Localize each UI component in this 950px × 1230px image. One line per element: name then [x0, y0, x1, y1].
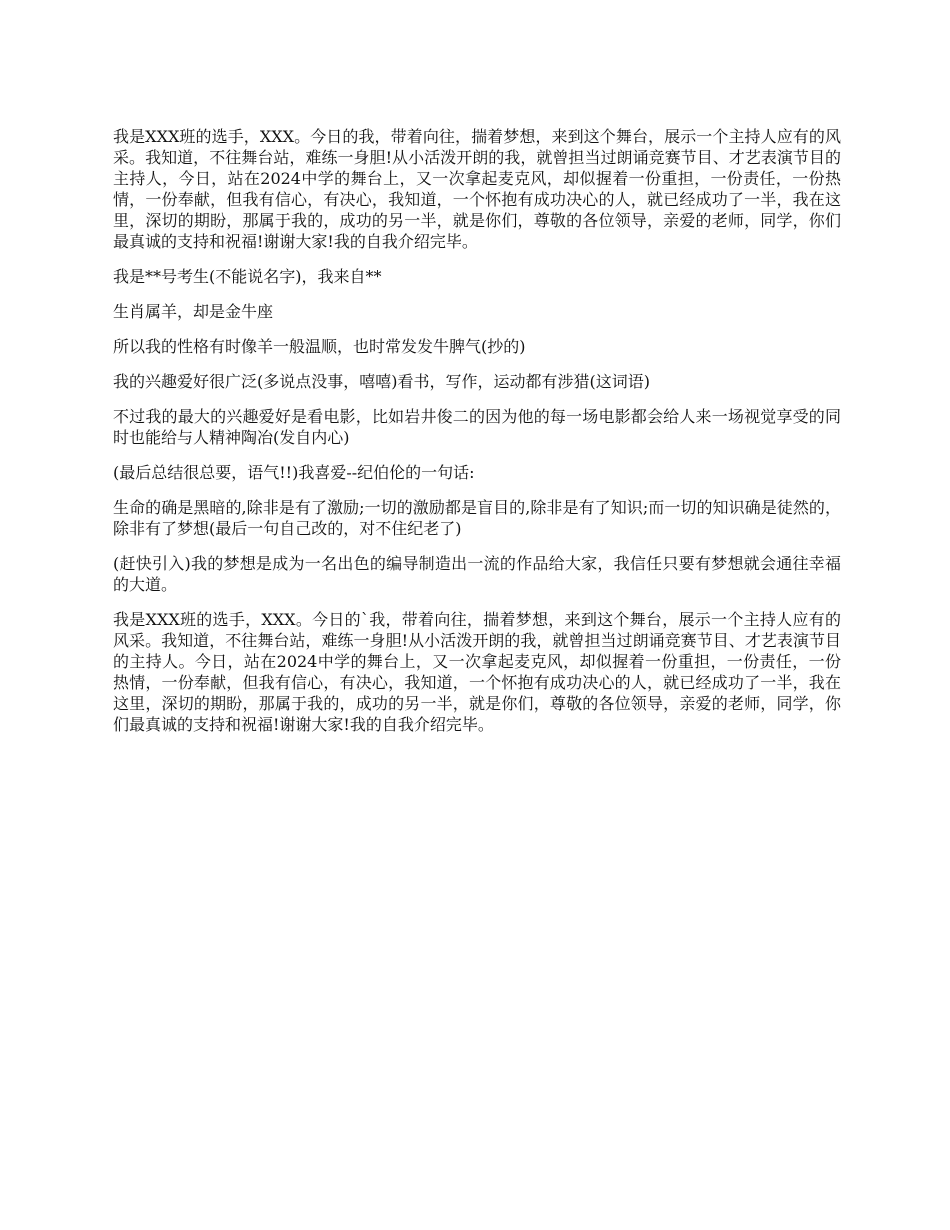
- document-body: [113, 126, 841, 749]
- paragraph-hobbies: 我的兴趣爱好很广泛(多说点没事，嘻嘻)看书，写作，运动都有涉猎(这词语): [113, 372, 650, 391]
- paragraph-zodiac: 生肖属羊，却是金牛座: [113, 302, 274, 321]
- paragraph-intro-host: 我是XXX班的选手，XXX。今日的我，带着向往，揣着梦想，来到这个舞台，展示一个主持人应有的风采。我知道，不往舞台站，难练一身胆!从小活泼开朗的我，就曾担当过朗诵竞赛节目、才艺表演节目的主持人，今日，站在2024中学的舞台上，又一次拿起麦克风，却似握着一份重担，一份责任，一份热情，一份奉献，但我有信心，有决心，我知道，一个怀抱有成功决心的人，就已经成功了一半，我在这里，深切的期盼，那属于我的，成功的另一半，就是你们，尊敬的各位领导，亲爱的老师，同学，你们最真诚的支持和祝福!谢谢大家!我的自我介绍完毕。: [113, 127, 841, 251]
- paragraph-quote: 生命的确是黑暗的,除非是有了激励;一切的激励都是盲目的,除非是有了知识;而一切的知识确是徒然的，除非有了梦想(最后一句自己改的，对不住纪老了): [113, 498, 841, 538]
- paragraph-dream: (赶快引入)我的梦想是成为一名出色的编导制造出一流的作品给大家，我信任只要有梦想就会通往幸福的大道。: [113, 554, 841, 594]
- paragraph-intro-host-repeat: 我是XXX班的选手，XXX。今日的`我，带着向往，揣着梦想，来到这个舞台，展示一个主持人应有的风采。我知道，不往舞台站，难练一身胆!从小活泼开朗的我，就曾担当过朗诵竞赛节目、才艺表演节目的主持人。今日，站在2024中学的舞台上，又一次拿起麦克风，却似握着一份重担，一份责任，一份热情，一份奉献，但我有信心，有决心，我知道，一个怀抱有成功决心的人，就已经成功了一半，我在这里，深切的期盼，那属于我的，成功的另一半，就是你们，尊敬的各位领导，亲爱的老师，同学，你们最真诚的支持和祝福!谢谢大家!我的自我介绍完毕。: [113, 610, 841, 734]
- paragraph-summary-intro: (最后总结很总要，语气!!)我喜爱--纪伯伦的一句话:: [113, 463, 475, 482]
- paragraph-movies: 不过我的最大的兴趣爱好是看电影，比如岩井俊二的因为他的每一场电影都会给人来一场视觉享受的同时也能给与人精神陶冶(发自内心): [113, 407, 841, 447]
- paragraph-personality: 所以我的性格有时像羊一般温顺，也时常发发牛脾气(抄的): [113, 337, 526, 356]
- paragraph-examinee-number: 我是**号考生(不能说名字)，我来自**: [113, 267, 382, 286]
